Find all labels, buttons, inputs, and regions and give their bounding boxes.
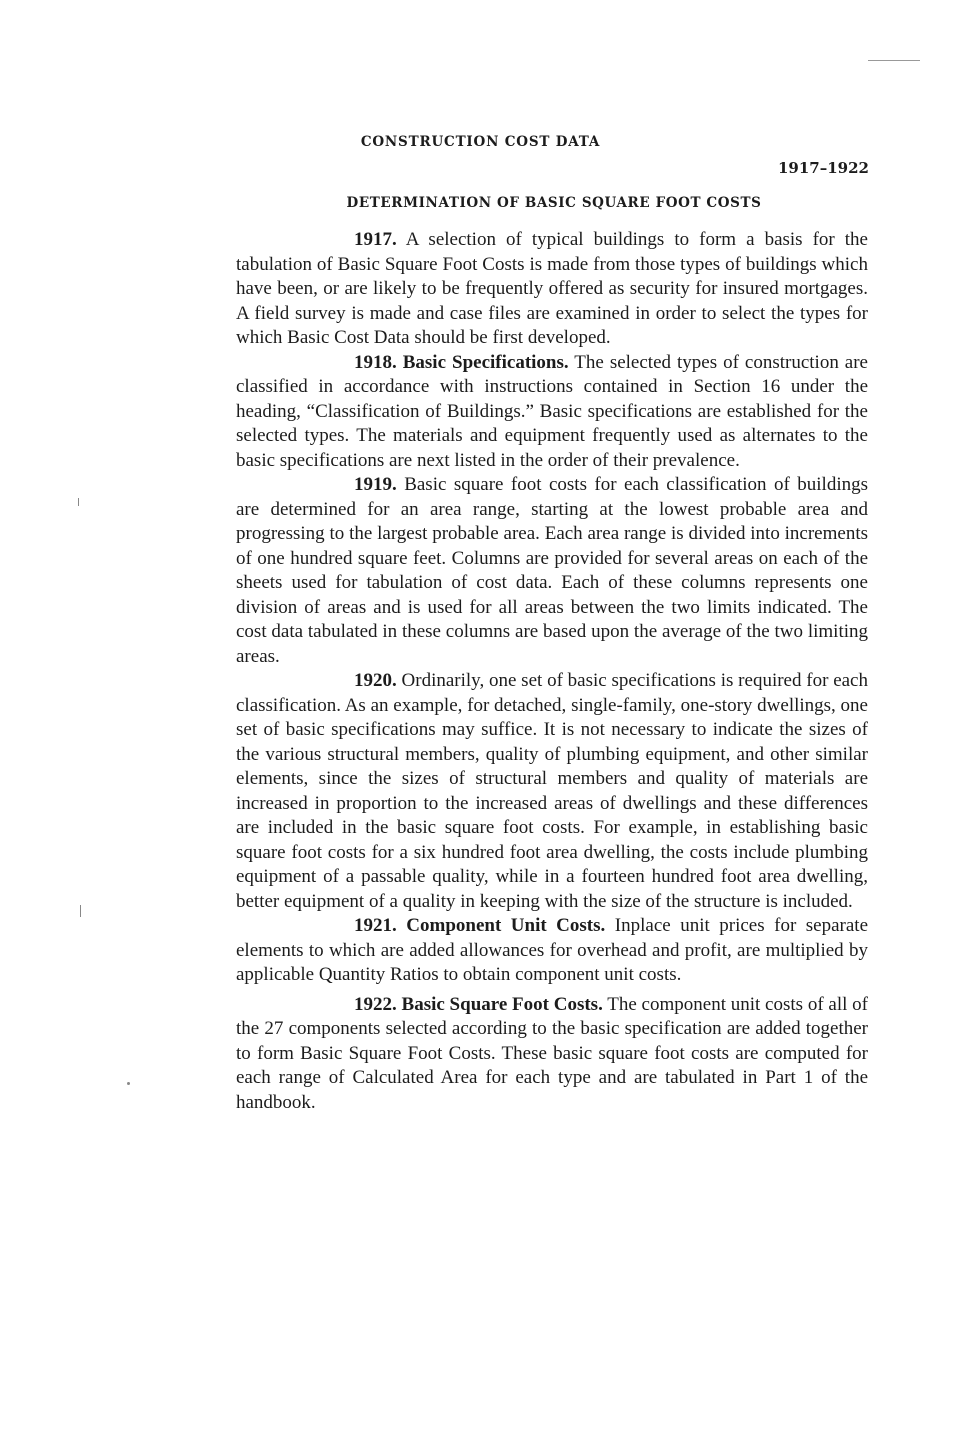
- paragraph-1922: [236, 993, 868, 1116]
- scan-speck: [127, 1082, 130, 1085]
- body-text: [236, 228, 868, 1115]
- paragraph-text: The component unit costs of all of the 27 components selected according to the basic specification are added together to form Basic Square Foot Costs. These basic square foot costs are computed for each range of Calculated Area for each type and are tabulated in Part 1 of the handbook.: [236, 993, 868, 1113]
- paragraph-number: 1917.: [354, 229, 397, 250]
- paragraph-heading: Basic Specifications.: [402, 351, 569, 373]
- paragraph-1919: [236, 473, 868, 669]
- paragraph-1921: [236, 914, 868, 988]
- paragraph-number: 1922.: [354, 993, 397, 1015]
- paragraph-text: A selection of typical buildings to form a basis for the tabulation of Basic Square Foot Costs is made from those types of buildings which have been, or are likely to be frequently offered as security for insured mortgages. A field survey is made and case files are examined in order to select the types for which Basic Cost Data should be first developed.: [236, 229, 868, 348]
- paragraph-1920: [236, 669, 868, 914]
- paragraph-number: 1921.: [354, 915, 397, 936]
- paragraph-1918: [236, 351, 868, 474]
- section-title: DETERMINATION OF BASIC SQUARE FOOT COSTS: [346, 195, 762, 211]
- paragraph-1917: [236, 228, 868, 351]
- running-head: CONSTRUCTION COST DATA: [360, 134, 601, 150]
- paragraph-number: 1920.: [354, 670, 397, 691]
- paragraph-heading: Component Unit Costs.: [406, 915, 606, 936]
- paragraph-heading: Basic Square Foot Costs.: [401, 993, 603, 1015]
- paragraph-text: Inplace unit prices for separate elements to which are added allowances for overhead and profit, are multiplied by applicable Quantity Ratios to obtain component unit costs.: [236, 915, 869, 985]
- paragraph-text: Basic square foot costs for each classification of buildings are determined for an area range, starting at the lowest probable area and progressing to the largest probable area. Each area range is divided into increments of one hundred square feet. Columns are provided for several areas on each of the sheets used for tabulation of cost data. Each of these columns represents one division of areas and is used for all areas between the two limits indicated. The cost data tabulated in these columns are based upon the average of the two limiting areas.: [236, 474, 868, 667]
- scan-speck: [868, 60, 920, 61]
- paragraph-number: 1918.: [354, 351, 397, 373]
- paragraph-text: Ordinarily, one set of basic specifications is required for each classification. As an example, for detached, single-family, one-story dwellings, one set of basic specifications may suffice. It is not necessary to indicate the sizes of the various structural members, quality of plumbing equipment, and other similar elements, since the sizes of structural members and quality of materials are increased in proportion to the increased areas of dwellings and these differences are included in the basic square foot costs. For example, in establishing basic square foot costs for a six hundred foot area dwelling, the costs include plumbing equipment of a passable quality, while in a fourteen hundred foot area dwelling, better equipment of a quality in keeping with the size of the structure is included.: [236, 670, 868, 912]
- scan-speck: [80, 905, 81, 917]
- paragraph-number: 1919.: [354, 474, 397, 495]
- section-range: 1917–1922: [778, 159, 869, 177]
- scan-speck: [78, 498, 79, 506]
- paragraph-text: The selected types of construction are classified in accordance with instructions contained in Section 16 under the heading, “Classification of Buildings.” Basic specifications are established for the selected types. The materials and equipment frequently used as alternates to the basic specifications are next listed in the order of their prevalence.: [236, 351, 868, 471]
